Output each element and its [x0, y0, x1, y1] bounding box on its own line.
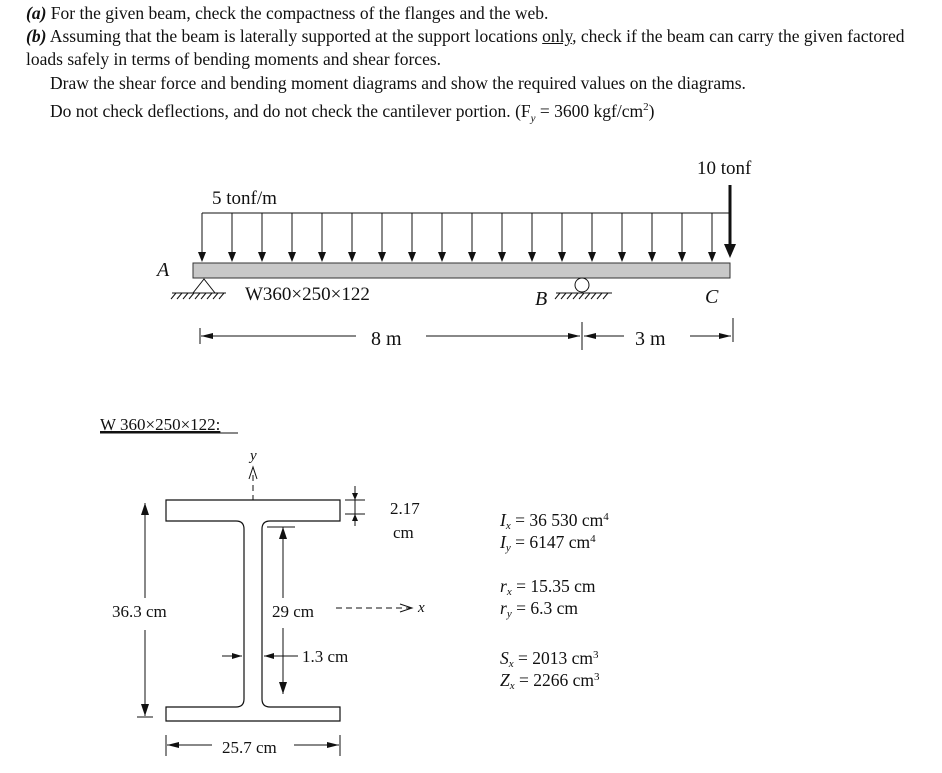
udl-arrow-head	[558, 252, 566, 262]
note-text: Do not check deflections, and do not check the cantilever portion.	[50, 100, 511, 121]
udl-arrow-head	[378, 252, 386, 262]
pin-support-a	[193, 279, 215, 293]
depth-dim-arrow-bottom	[141, 704, 149, 716]
dim-arrow-ab-right	[568, 333, 580, 339]
distributed-load-arrows	[198, 213, 716, 262]
property-zx: $Z_x = 2266$ $cm^3$	[500, 670, 600, 692]
span-bc-label: 3 m	[635, 328, 666, 350]
udl-arrow-head	[648, 252, 656, 262]
property-iy: $I_y = 6147$ $cm^4$	[500, 532, 596, 554]
property-sx: $S_x = 2013$ $cm^3$	[500, 648, 599, 670]
flange-width-label: 25.7 cm	[222, 738, 277, 757]
support-a-label: A	[157, 259, 170, 281]
roller-support-b	[575, 278, 589, 292]
section-title: W 360×250×122:	[100, 415, 221, 434]
udl-arrow-head	[528, 252, 536, 262]
property-rx: $r_x = 15.35$ cm	[500, 576, 596, 598]
web-height-label: 29 cm	[272, 602, 315, 621]
part-b-text-post: , check if the beam can carry the given factored loads safely in terms of bending moments and shear forces.	[26, 26, 905, 69]
end-c-label: C	[705, 286, 719, 308]
distributed-load-label: 5 tonf/m	[212, 188, 277, 209]
udl-arrow-head	[708, 252, 716, 262]
web-height-arrow-bottom	[279, 682, 287, 694]
draw-text: Draw the shear force and bending moment diagrams and show the required values on the diagrams.	[50, 73, 746, 93]
part-b-only: only	[542, 26, 573, 46]
udl-arrow-head	[318, 252, 326, 262]
part-b-text-pre: Assuming that the beam is laterally supported at the support locations	[49, 26, 538, 46]
dim-arrow-bc-right	[719, 333, 731, 339]
part-a-label: (a)	[26, 3, 47, 23]
web-thk-arrow-left	[232, 653, 242, 659]
udl-arrow-head	[438, 252, 446, 262]
part-b-label: (b)	[26, 26, 47, 46]
part-a-text: For the given beam, check the compactness of the flanges and the web.	[50, 3, 549, 23]
axis-y-label: y	[250, 448, 257, 464]
udl-arrow-head	[618, 252, 626, 262]
beam-body	[193, 263, 730, 278]
depth-label: 36.3 cm	[112, 602, 167, 621]
udl-arrow-head	[288, 252, 296, 262]
udl-arrow-head	[468, 252, 476, 262]
udl-arrow-head	[498, 252, 506, 262]
udl-arrow-head	[348, 252, 356, 262]
depth-dim-arrow-top	[141, 503, 149, 515]
span-ab-label: 8 m	[371, 328, 402, 350]
web-thickness-label: 1.3 cm	[302, 647, 349, 666]
property-ix: $I_x = 36$ 530 $cm^4$	[500, 510, 609, 532]
flange-dim-arrow-top	[352, 493, 358, 500]
width-dim-arrow-left	[167, 742, 179, 748]
ground-hatch-b	[555, 293, 608, 299]
beam-section-label: W360×250×122	[245, 284, 370, 305]
property-ry: $r_y = 6.3$ cm	[500, 598, 578, 620]
udl-arrow-head	[408, 252, 416, 262]
axis-x-label: x	[418, 600, 425, 616]
fy-text: ($F_y = 3600$ kgf/$cm^2$)	[515, 100, 655, 125]
flange-thickness-value: 2.17	[390, 499, 420, 518]
udl-arrow-head	[258, 252, 266, 262]
udl-arrow-head	[198, 252, 206, 262]
udl-arrow-head	[228, 252, 236, 262]
flange-dim-arrow-bottom	[352, 514, 358, 521]
web-height-arrow-top	[279, 527, 287, 539]
support-b-label: B	[535, 288, 548, 310]
web-thk-arrow-right	[264, 653, 274, 659]
point-load-arrowhead	[724, 244, 736, 258]
width-dim-arrow-right	[327, 742, 339, 748]
flange-thickness-unit: cm	[393, 523, 414, 542]
ground-hatch-a	[171, 293, 224, 299]
point-load-label: 10 tonf	[697, 158, 752, 179]
dim-arrow-ab-left	[201, 333, 213, 339]
udl-arrow-head	[588, 252, 596, 262]
udl-arrow-head	[678, 252, 686, 262]
